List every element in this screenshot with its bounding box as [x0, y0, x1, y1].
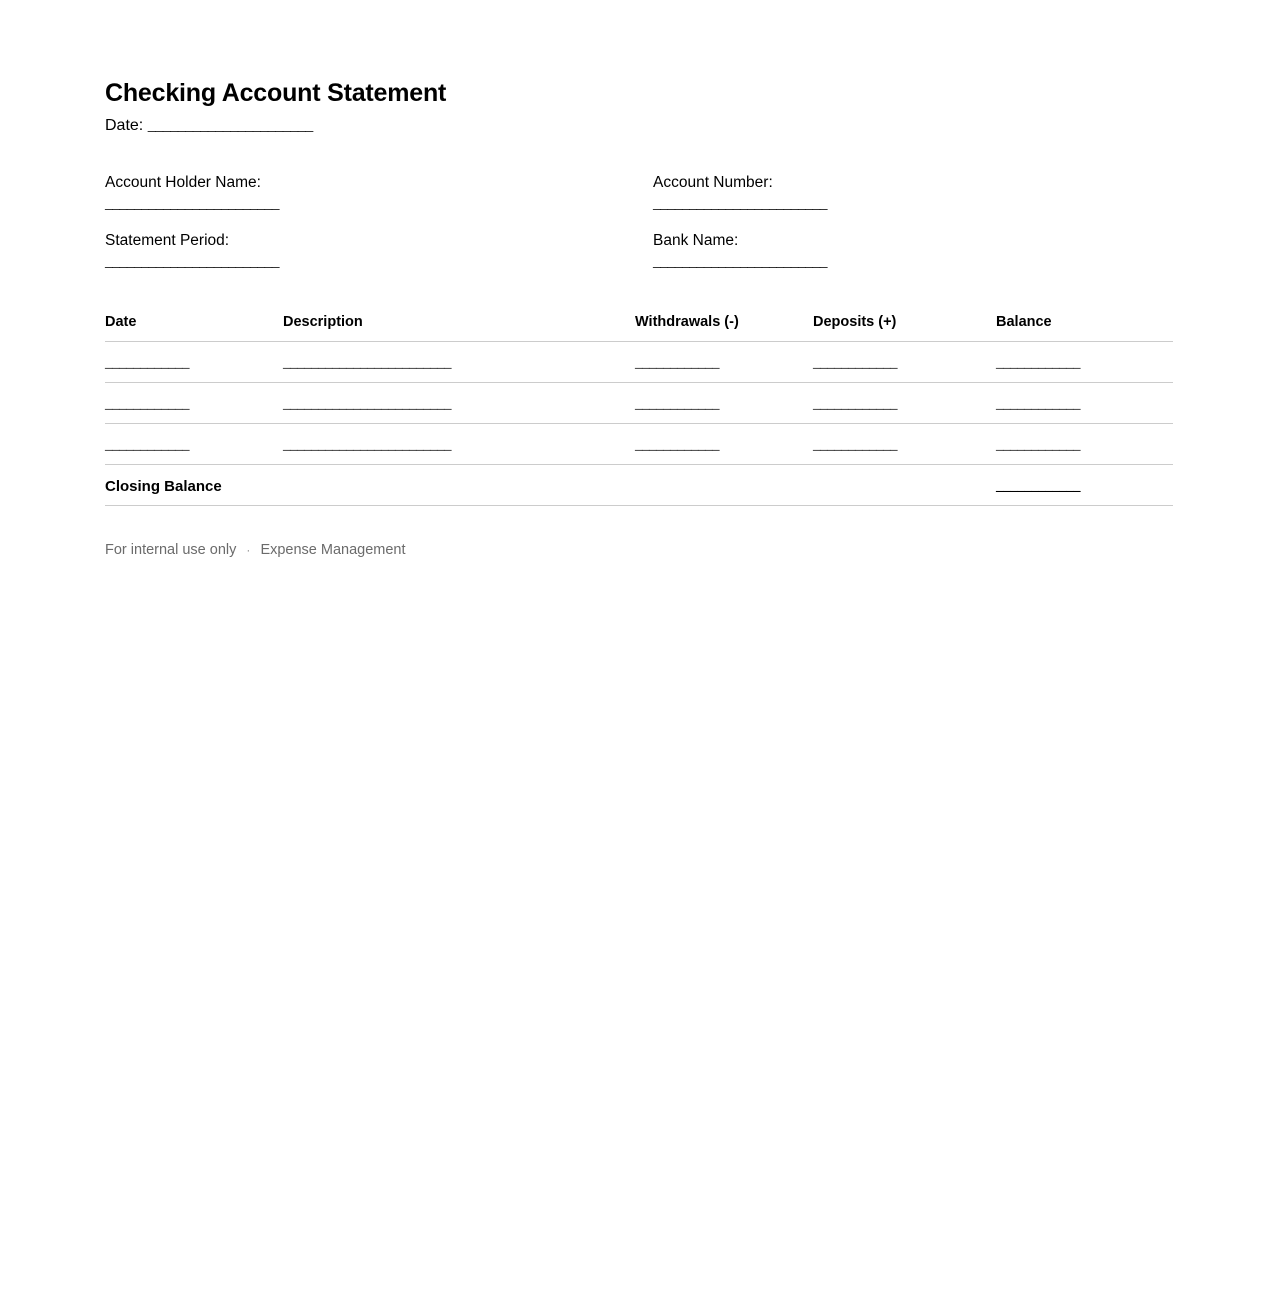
closing-balance-blank-line[interactable]: ____________ — [996, 477, 1080, 494]
page-title: Checking Account Statement — [105, 79, 447, 107]
meta-fields-grid — [105, 172, 1173, 274]
field-statement-period — [105, 230, 653, 274]
cell-blank-balance[interactable]: ____________ — [996, 354, 1080, 371]
footer-left-text: For internal use only — [105, 541, 237, 558]
closing-balance-row — [105, 464, 1173, 505]
field-account-holder-name — [105, 172, 653, 216]
field-blank-line[interactable]: ________________________ — [105, 253, 279, 271]
table-row — [105, 423, 1173, 464]
column-header-balance: Balance — [996, 314, 1173, 342]
cell-blank-balance[interactable]: ____________ — [996, 436, 1080, 453]
column-header-description: Description — [283, 314, 635, 342]
date-blank-line[interactable]: ______________________ — [147, 117, 313, 134]
cell-blank-date[interactable]: ____________ — [105, 395, 189, 412]
cell-blank-withdrawals[interactable]: ____________ — [635, 395, 719, 412]
column-header-date: Date — [105, 314, 283, 342]
table-row — [105, 341, 1173, 382]
cell-blank-description[interactable]: ________________________ — [283, 354, 451, 371]
column-header-withdrawals: Withdrawals (-) — [635, 314, 813, 342]
cell-blank-date[interactable]: ____________ — [105, 436, 189, 453]
field-label: Statement Period: — [105, 231, 230, 249]
closing-balance-deposits — [813, 464, 996, 505]
field-blank-line[interactable]: ________________________ — [105, 195, 279, 213]
field-label: Bank Name: — [653, 231, 739, 249]
date-label: Date: — [105, 117, 144, 134]
cell-blank-balance[interactable]: ____________ — [996, 395, 1080, 412]
field-blank-line[interactable]: ________________________ — [653, 195, 827, 213]
cell-blank-description[interactable]: ________________________ — [283, 436, 451, 453]
transactions-table — [105, 314, 1173, 506]
closing-balance-description — [283, 464, 635, 505]
cell-blank-description[interactable]: ________________________ — [283, 395, 451, 412]
footer-note — [105, 542, 1173, 558]
column-header-deposits: Deposits (+) — [813, 314, 996, 342]
field-account-number — [653, 172, 1173, 216]
date-field — [105, 114, 1173, 138]
footer-separator-dot: · — [246, 542, 251, 557]
field-bank-name — [653, 230, 1173, 274]
cell-blank-withdrawals[interactable]: ____________ — [635, 436, 719, 453]
table-row — [105, 382, 1173, 423]
cell-blank-deposits[interactable]: ____________ — [813, 436, 897, 453]
cell-blank-withdrawals[interactable]: ____________ — [635, 354, 719, 371]
field-label: Account Holder Name: — [105, 174, 261, 191]
cell-blank-deposits[interactable]: ____________ — [813, 395, 897, 412]
cell-blank-deposits[interactable]: ____________ — [813, 354, 897, 371]
closing-balance-withdrawals — [635, 464, 813, 505]
field-blank-line[interactable]: ________________________ — [653, 253, 827, 271]
footer-right-text: Expense Management — [260, 541, 406, 558]
field-label: Account Number: — [653, 174, 773, 191]
cell-blank-date[interactable]: ____________ — [105, 354, 189, 371]
table-header-row — [105, 314, 1173, 342]
closing-balance-label: Closing Balance — [105, 464, 283, 505]
